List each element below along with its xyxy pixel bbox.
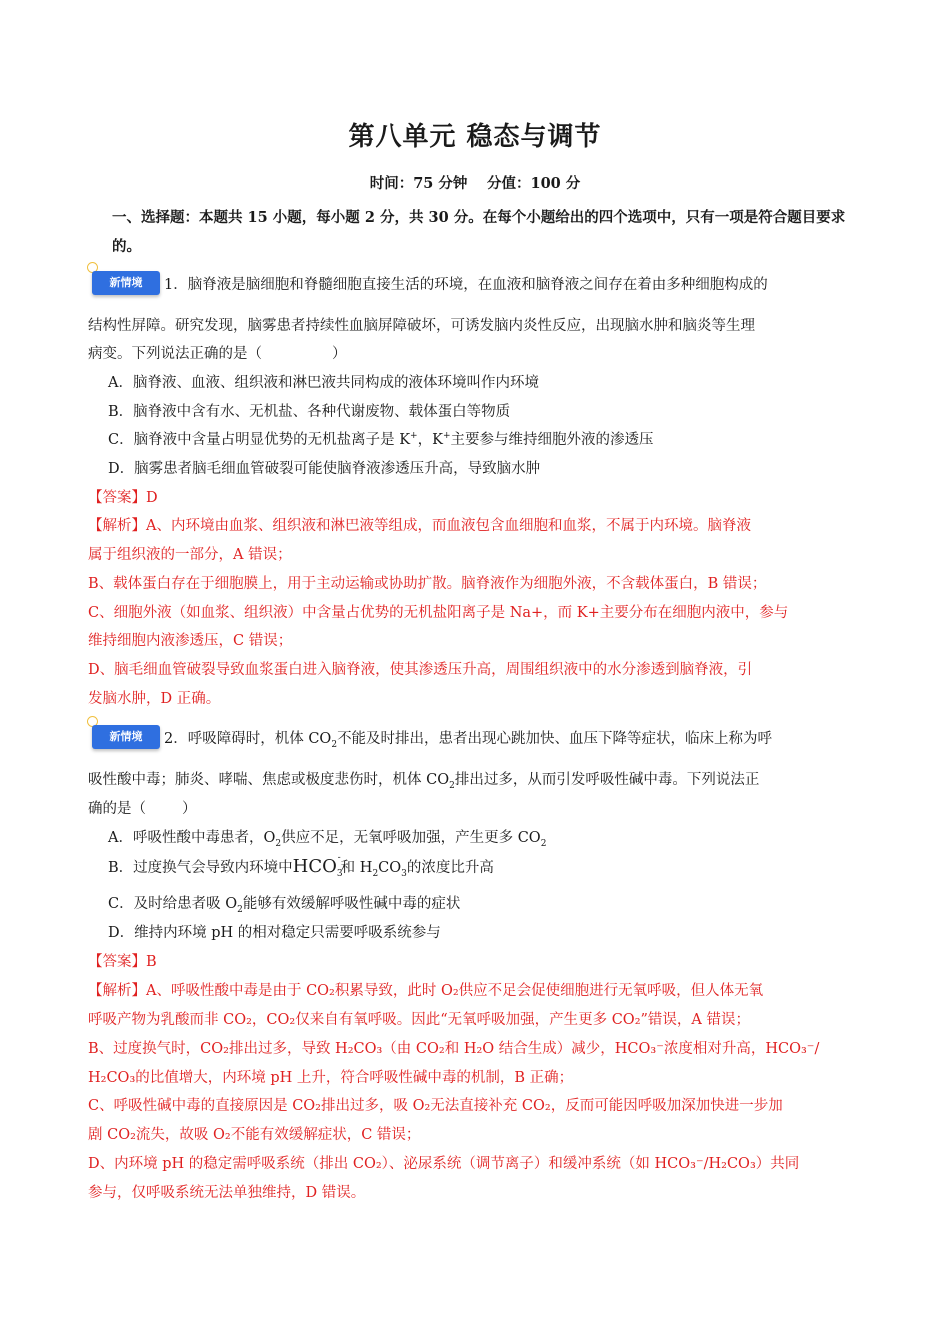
question-2-explanation-line1: 【解析】A、呼吸性酸中毒是由于 CO₂积累导致，此时 O₂供应不足会促使细胞进行无氧呼吸，但人体无氧 xyxy=(88,983,764,999)
question-1-explanation-line2: 属于组织液的一部分，A 错误； xyxy=(88,547,292,563)
question-2-stem: 2．呼吸障碍时，机体 $CO_2$不能及时排出，患者出现心跳加快、血压下降等症状，临床上称为呼 xyxy=(164,731,773,750)
question-1-option-d: D．脑雾患者脑毛细血管破裂可能使脑脊液渗透压升高，导致脑水肿 xyxy=(108,461,541,477)
question-1-answer: 【答案】D xyxy=(88,490,158,506)
question-1-explanation-line7: 发脑水肿，D 正确。 xyxy=(88,691,221,707)
question-1-option-c: C．脑脊液中含量占明显优势的无机盐离子是 K+，K+主要参与维持细胞外液的渗透压 xyxy=(108,431,654,448)
page-title: 第八单元 稳态与调节 xyxy=(348,122,602,152)
question-2-explanation-line6: 剧 CO₂流失，故吸 O₂不能有效缓解症状，C 错误； xyxy=(88,1127,421,1143)
question-1-explanation-line5: 维持细胞内液渗透压，C 错误； xyxy=(88,633,293,649)
question-1-stem-line2: 结构性屏障。研究发现，脑雾患者持续性血脑屏障破坏，可诱发脑内炎性反应，出现脑水肿和脑炎等生理 xyxy=(88,318,755,334)
question-2-explanation-line7: D、内环境 pH 的稳定需呼吸系统（排出 CO₂）、泌尿系统（调节离子）和缓冲系统（如 HCO₃⁻/H₂CO₃）共同 xyxy=(88,1156,800,1172)
question-2-explanation-line8: 参与，仅呼吸系统无法单独维持，D 错误。 xyxy=(88,1185,366,1201)
question-2-option-d: D．维持内环境 pH 的相对稳定只需要呼吸系统参与 xyxy=(108,925,441,941)
question-1-option-a: A．脑脊液、血液、组织液和淋巴液共同构成的液体环境叫作内环境 xyxy=(108,375,539,391)
question-2-option-a: A．呼吸性酸中毒患者，$O_2$供应不足，无氧呼吸加强，产生更多 $CO_2$ xyxy=(108,830,547,849)
section-heading: 一、选择题：本题共 15 小题，每小题 2 分，共 30 分。在每个小题给出的四个选项中，只有一项是符合题目要求的。 xyxy=(112,209,846,255)
question-2-explanation-line5: C、呼吸性碱中毒的直接原因是 CO₂排出过多，吸 O₂无法直接补充 CO₂，反而可能因呼吸加深加快进一步加 xyxy=(88,1098,783,1114)
question-2-option-b: B．过度换气会导致内环境中$HCO_3^-$和 $H_2CO_3$的浓度比升高 xyxy=(108,853,494,879)
exam-meta: 时间：75 分钟 分值：100 分 xyxy=(369,175,581,192)
question-1-explanation-line6: D、脑毛细血管破裂导致血浆蛋白进入脑脊液，使其渗透压升高，周围组织液中的水分渗透到脑脊液，引 xyxy=(88,662,753,678)
question-1-stem: 1．脑脊液是脑细胞和脊髓细胞直接生活的环境，在血液和脑脊液之间存在着由多种细胞构成的 xyxy=(164,277,768,293)
question-1-stem-line3: 病变。下列说法正确的是（ ） xyxy=(88,346,347,362)
new-context-tag: 新情境 xyxy=(92,271,160,295)
question-2-option-c: C．及时给患者吸 $O_2$能够有效缓解呼吸性碱中毒的症状 xyxy=(108,896,461,915)
question-2-explanation-line4: H₂CO₃的比值增大，内环境 pH 上升，符合呼吸性碱中毒的机制，B 正确； xyxy=(88,1070,574,1086)
question-1-explanation-line4: C、细胞外液（如血浆、组织液）中含量占优势的无机盐阳离子是 Na+，而 K+主要分布在细胞内液中，参与 xyxy=(88,605,789,621)
question-1-option-b: B．脑脊液中含有水、无机盐、各种代谢废物、载体蛋白等物质 xyxy=(108,404,511,420)
question-1-explanation-line1: 【解析】A、内环境由血浆、组织液和淋巴液等组成，而血液包含血细胞和血浆，不属于内环境。脑脊液 xyxy=(88,518,751,534)
question-2-stem-line2: 吸性酸中毒；肺炎、哮喘、焦虑或极度悲伤时，机体 $CO_2$排出过多，从而引发呼吸性碱中毒。下列说法正 xyxy=(88,772,760,791)
question-2-stem-line3: 确的是（ ） xyxy=(88,801,197,817)
question-2-explanation-line2: 呼吸产物为乳酸而非 CO₂，CO₂仅来自有氧呼吸。因此“无氧呼吸加强，产生更多 CO₂”错误，A 错误； xyxy=(88,1012,751,1028)
question-2-answer: 【答案】B xyxy=(88,954,157,970)
question-1-explanation-line3: B、载体蛋白存在于细胞膜上，用于主动运输或协助扩散。脑脊液作为细胞外液，不含载体蛋白，B 错误； xyxy=(88,576,767,592)
new-context-tag: 新情境 xyxy=(92,725,160,749)
question-2-explanation-line3: B、过度换气时，CO₂排出过多，导致 H₂CO₃（由 CO₂和 H₂O 结合生成）减少，HCO₃⁻浓度相对升高，HCO₃⁻/ xyxy=(88,1041,820,1057)
